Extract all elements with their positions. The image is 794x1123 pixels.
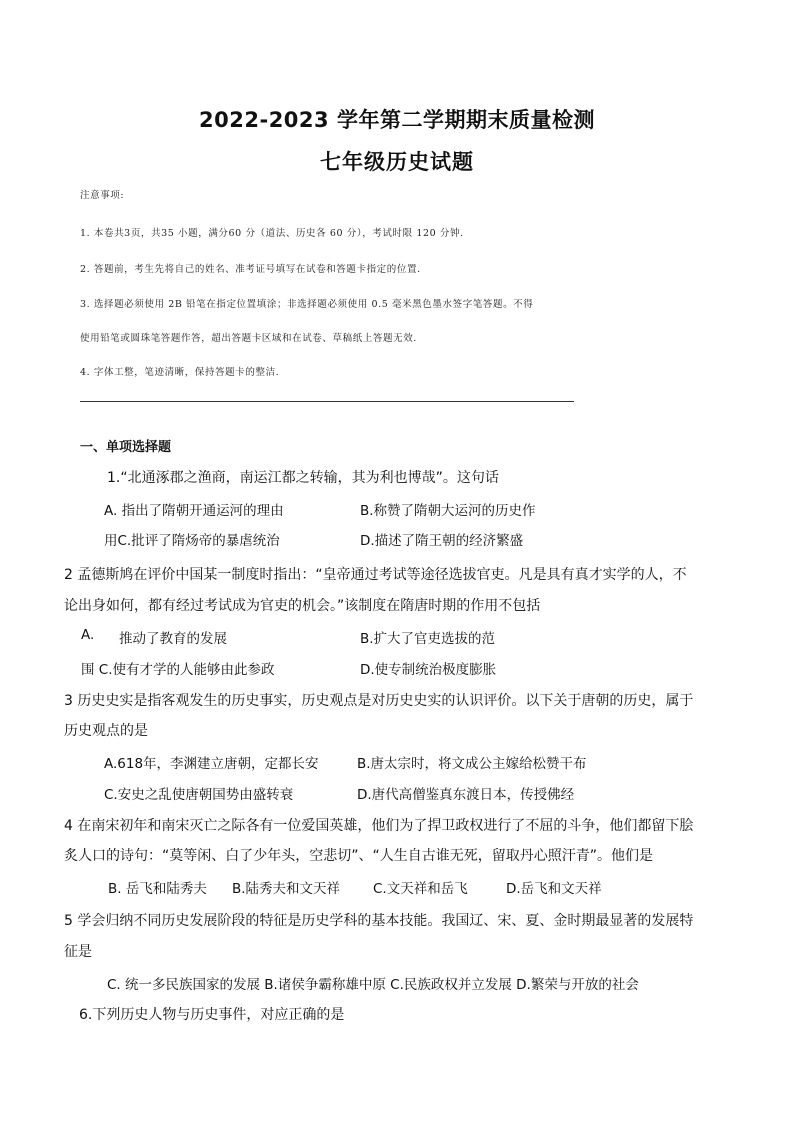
question-3-option: B.唐太宗时，将文成公主嫁给松赞干布 bbox=[357, 756, 587, 772]
question-5-stem: 5 学会归纳不同历史发展阶段的特征是历史学科的基本技能。我国辽、宋、夏、金时期最显著的发展特 bbox=[64, 913, 694, 929]
question-3-stem: 历史观点的是 bbox=[64, 723, 148, 739]
divider-rule bbox=[80, 401, 574, 402]
question-1-option: B.称赞了隋朝大运河的历史作 bbox=[360, 503, 536, 519]
question-2-option: 推动了教育的发展 bbox=[119, 631, 227, 647]
question-1-option: 用C.批评了隋炀帝的暴虐统治 bbox=[104, 533, 280, 549]
question-4-option: B.陆秀夫和文天祥 bbox=[232, 881, 341, 897]
note-item: 4. 字体工整，笔迹清晰，保持答题卡的整洁. bbox=[80, 367, 280, 378]
section-heading: 一、单项选择题 bbox=[80, 440, 172, 455]
note-item: 3. 选择题必须使用 2B 铅笔在指定位置填涂；非选择题必须使用 0.5 毫米黑色墨水签字笔答题。不得 bbox=[80, 299, 534, 310]
notes-heading: 注意事项: bbox=[80, 190, 125, 201]
question-2-stem: 2 孟德斯鸠在评价中国某一制度时指出：“皇帝通过考试等途径选拔官吏。凡是具有真才实学的人，不 bbox=[64, 567, 687, 583]
question-2-stem: 论出身如何，都有经过考试成为官吏的机会。”该制度在隋唐时期的作用不包括 bbox=[64, 598, 541, 614]
note-item: 使用铅笔或圆珠笔答题作答，超出答题卡区域和在试卷、草稿纸上答题无效. bbox=[80, 333, 417, 344]
question-6-stem: 6.下列历史人物与历史事件，对应正确的是 bbox=[79, 1007, 345, 1023]
question-2-option: B.扩大了官吏选拔的范 bbox=[360, 631, 496, 647]
question-2-option: 围 C.使有才学的人能够由此参政 bbox=[81, 662, 275, 678]
question-5-stem: 征是 bbox=[64, 944, 92, 960]
question-4-stem: 4 在南宋初年和南宋灭亡之际各有一位爱国英雄，他们为了捍卫政权进行了不屈的斗争，他们都留下脍 bbox=[64, 818, 694, 834]
exam-subtitle: 七年级历史试题 bbox=[320, 150, 474, 174]
question-4-stem: 炙人口的诗句：“莫等闲、白了少年头，空悲切”、“人生自古谁无死，留取丹心照汗青”。他们是 bbox=[64, 848, 654, 864]
question-1-option: A. 指出了隋朝开通运河的理由 bbox=[104, 503, 284, 519]
question-5-option: C. 统一多民族国家的发展 B.诸侯争霸称雄中原 C.民族政权并立发展 D.繁荣与开放的社会 bbox=[107, 977, 639, 993]
question-2-option: D.使专制统治极度膨胀 bbox=[360, 662, 497, 678]
question-3-option: C.安史之乱使唐朝国势由盛转衰 bbox=[104, 787, 294, 803]
question-4-option: D.岳飞和文天祥 bbox=[506, 881, 602, 897]
question-3-option: A.618年，李渊建立唐朝，定都长安 bbox=[104, 756, 319, 772]
question-2-option: A. bbox=[81, 627, 95, 643]
question-3-option: D.唐代高僧鉴真东渡日本，传授佛经 bbox=[357, 787, 575, 803]
question-4-option: C.文天祥和岳飞 bbox=[373, 881, 468, 897]
question-1-stem: 1.“北通涿郡之渔商，南运江都之转输，其为利也博哉”。这句话 bbox=[107, 470, 499, 486]
exam-title: 2022-2023 学年第二学期期末质量检测 bbox=[199, 108, 595, 132]
question-4-option: B. 岳飞和陆秀夫 bbox=[108, 881, 207, 897]
note-item: 2. 答题前，考生先将自己的姓名、准考证号填写在试卷和答题卡指定的位置. bbox=[80, 264, 421, 275]
question-1-option: D.描述了隋王朝的经济繁盛 bbox=[360, 533, 524, 549]
note-item: 1. 本卷共3页，共35 小题，满分60 分（道法、历史各 60 分），考试时限 120 分钟. bbox=[80, 228, 464, 239]
question-3-stem: 3 历史史实是指客观发生的历史事实，历史观点是对历史史实的认识评价。以下关于唐朝的历史，属于 bbox=[64, 693, 694, 709]
